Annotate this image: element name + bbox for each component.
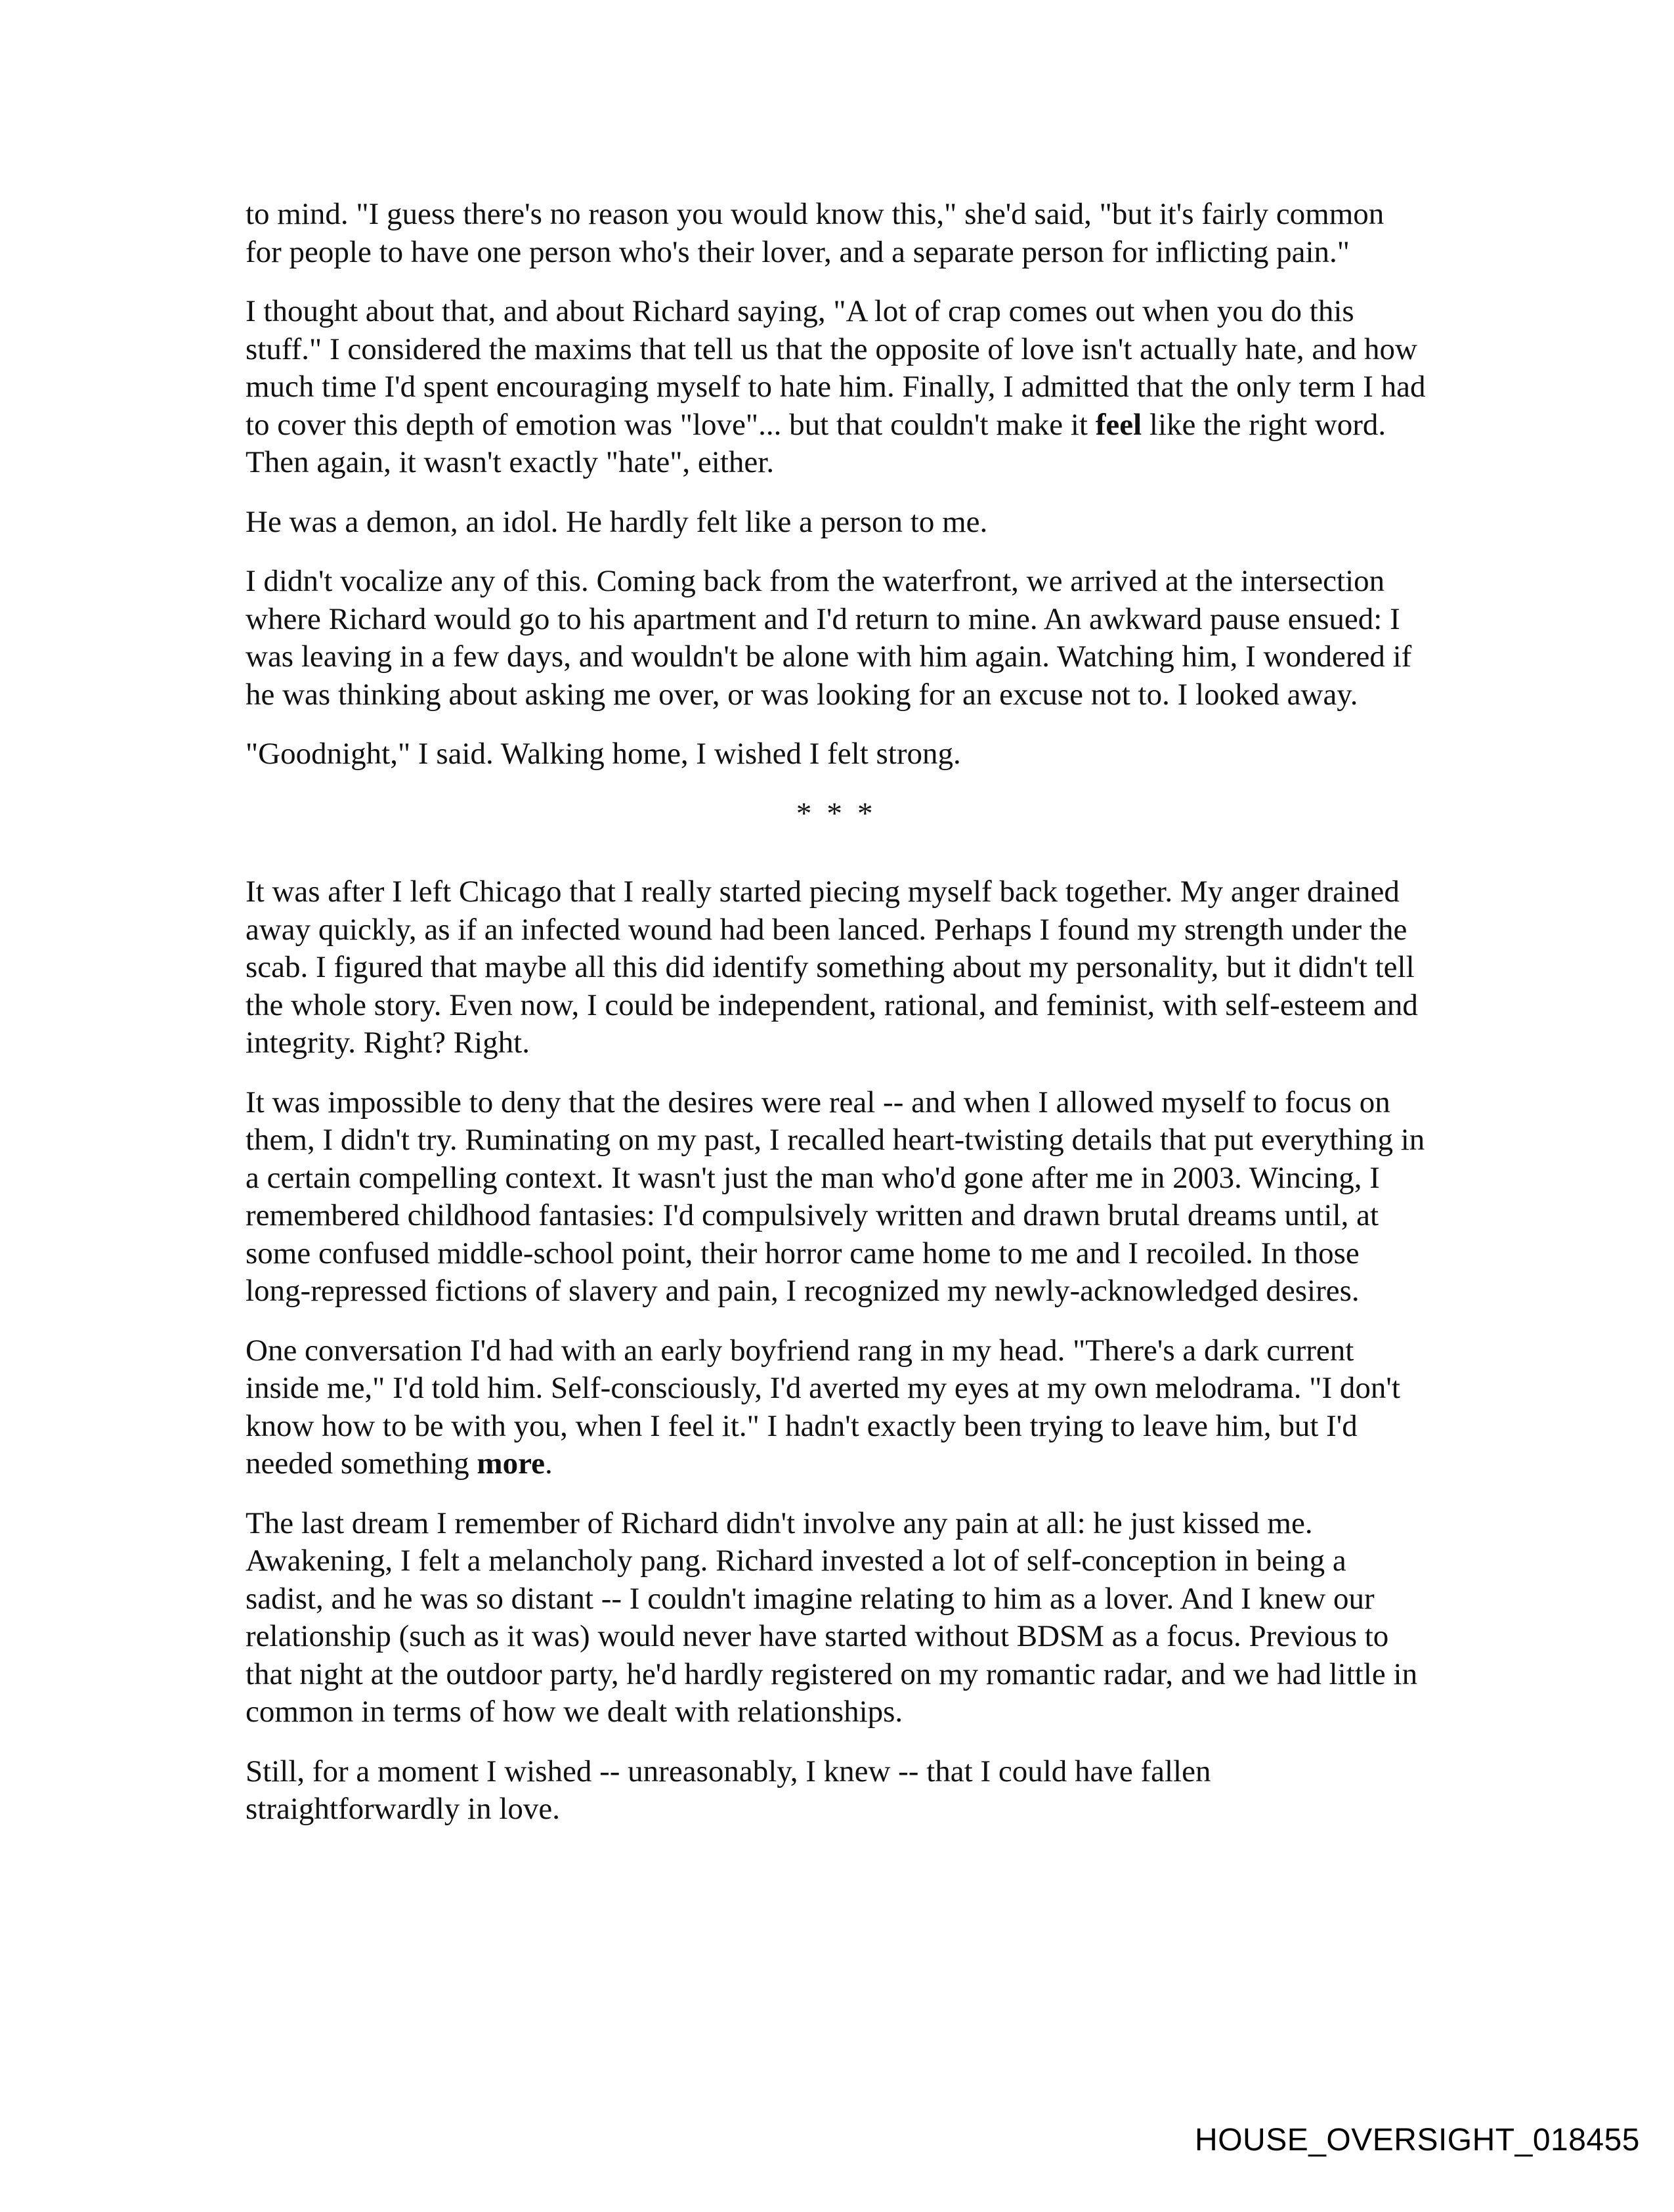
bates-number-footer: HOUSE_OVERSIGHT_018455 (1195, 2123, 1640, 2158)
paragraph-text: * * * (796, 796, 877, 831)
paragraph-p10 (246, 1753, 1427, 1829)
paragraph-p7 (246, 1084, 1427, 1311)
paragraph-text: I didn't vocalize any of this. Coming back from the waterfront, we arrived at the intersection where Richard would go to his apartment and I'd return to mine. An awkward pause ensued: I was leaving in a few days, and wouldn't be alone with him again. Watching him, I wondered if he was thinking about asking me over, or was looking for an excuse not to. I looked away. (246, 564, 1412, 712)
emphasis-text: more (477, 1446, 545, 1481)
paragraph-text: He was a demon, an idol. He hardly felt like a person to me. (246, 504, 988, 539)
paragraph-p5 (246, 735, 1427, 773)
paragraph-text: One conversation I'd had with an early boyfriend rang in my head. "There's a dark current inside me," I'd told him. Self-consciously, I'd averted my eyes at my own melodrama. "I don't know how to be with you, when I feel it." I hadn't exactly been trying to leave him, but I'd needed something (246, 1333, 1400, 1481)
paragraph-text: Still, for a moment I wished -- unreasonably, I knew -- that I could have fallen straightforwardly in love. (246, 1754, 1211, 1826)
section-break (246, 795, 1427, 833)
paragraph-text: The last dream I remember of Richard didn't involve any pain at all: he just kissed me. Awakening, I felt a melancholy pang. Richard invested a lot of self-conception in being a sadist, and he was so distant -- I couldn't imagine relating to him as a lover. And I knew our relationship (such as it was) would never have started without BDSM as a focus. Previous to that night at the outdoor party, he'd hardly registered on my romantic radar, and we had little in common in terms of how we dealt with relationships. (246, 1506, 1418, 1729)
document-body (246, 196, 1427, 1850)
paragraph-p2 (246, 293, 1427, 482)
paragraph-text: It was after I left Chicago that I really started piecing myself back together. My anger drained away quickly, as if an infected wound had been lanced. Perhaps I found my strength under the scab. I figured that maybe all this did identify something about my personality, but it didn't tell the whole story. Even now, I could be independent, rational, and feminist, with self-esteem and integrity. Right? Right. (246, 875, 1418, 1060)
paragraph-text: I thought about that, and about Richard saying, "A lot of crap comes out when you do this stuff." I considered the maxims that tell us that the opposite of love isn't actually hate, and how much time I'd spent encouraging myself to hate him. Finally, I admitted that the only term I had to cover this depth of emotion was "love"... but that couldn't make it (246, 294, 1426, 442)
paragraph-p4 (246, 563, 1427, 714)
paragraph-p1 (246, 196, 1427, 271)
paragraph-text: to mind. "I guess there's no reason you would know this," she'd said, "but it's fairly common for people to have one person who's their lover, and a separate person for inflicting pain." (246, 197, 1384, 269)
paragraph-text: "Goodnight," I said. Walking home, I wished I felt strong. (246, 737, 961, 771)
paragraph-p3 (246, 504, 1427, 542)
paragraph-text: like the right word. Then again, it wasn't exactly "hate", either. (246, 407, 1386, 479)
paragraph-p8 (246, 1332, 1427, 1483)
emphasis-text: feel (1095, 407, 1142, 442)
paragraph-p6 (246, 873, 1427, 1062)
paragraph-text: . (544, 1446, 553, 1481)
paragraph-p9 (246, 1505, 1427, 1731)
paragraph-text: It was impossible to deny that the desires were real -- and when I allowed myself to focus on them, I didn't try. Ruminating on my past, I recalled heart-twisting details that put everything in a certain compelling context. It wasn't just the man who'd gone after me in 2003. Wincing, I remembered childhood fantasies: I'd compulsively written and drawn brutal dreams until, at some confused middle-school point, their horror came home to me and I recoiled. In those long-repressed fictions of slavery and pain, I recognized my newly-acknowledged desires. (246, 1085, 1425, 1308)
